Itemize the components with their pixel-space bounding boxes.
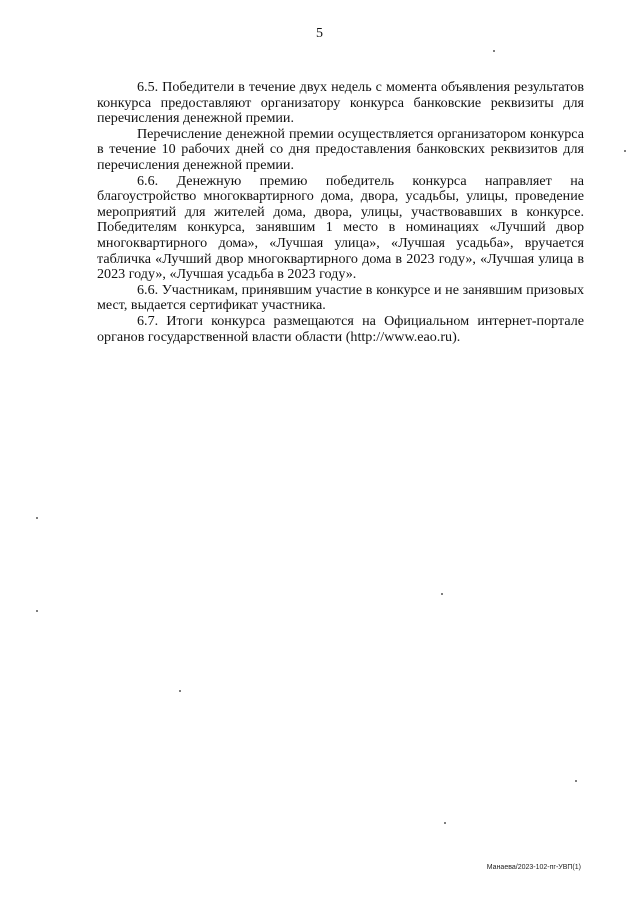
scan-speck	[575, 780, 577, 782]
scan-speck	[493, 50, 495, 52]
scan-speck	[36, 610, 38, 612]
scan-speck	[444, 822, 446, 824]
paragraph-6-6-certificate: 6.6. Участникам, принявшим участие в конкурсе и не занявшим призовых мест, выдается сертификат участника.	[97, 281, 584, 314]
paragraph-6-5: 6.5. Победители в течение двух недель с момента объявления результатов конкурса предоставляют организатору конкурса банковские реквизиты для перечисления денежной премии.	[97, 79, 584, 127]
paragraph-6-7: 6.7. Итоги конкурса размещаются на Официальном интернет-портале органов государственной власти области (http://www.eao.ru).	[97, 312, 584, 345]
scan-speck	[624, 150, 626, 152]
document-body	[97, 80, 584, 345]
scan-speck	[179, 690, 181, 692]
scan-speck	[36, 517, 38, 519]
page-number: 5	[316, 26, 323, 41]
paragraph-6-6-premium-use: 6.6. Денежную премию победитель конкурса направляет на благоустройство многоквартирного дома, двора, усадьбы, улицы, проведение мероприятий для жителей дома, двора, улицы, участвовавших в конкурсе. Победителям конкурса, занявшим 1 место в номинациях «Лучший двор многоквартирного дома», «Лучшая улица», «Лучшая усадьба», вручается табличка «Лучший двор многоквартирного дома в 2023 году», «Лучшая улица в 2023 году», «Лучшая усадьба в 2023 году».	[97, 172, 584, 283]
document-code: Манаева/2023-102-пг-УВП(1)	[486, 864, 581, 871]
paragraph-premium-transfer: Перечисление денежной премии осуществляется организатором конкурса в течение 10 рабочих дней со дня предоставления банковских реквизитов для перечисления денежной премии.	[97, 125, 584, 173]
scan-speck	[441, 593, 443, 595]
